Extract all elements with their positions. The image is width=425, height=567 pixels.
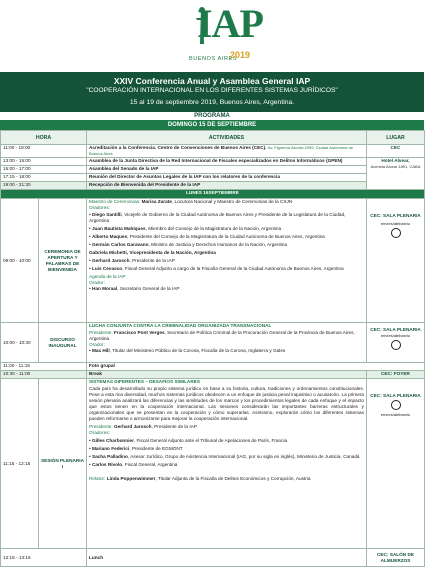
- table-row: [1, 166, 425, 174]
- activity-cell: Asamblea del Senado de la IAP: [87, 166, 367, 174]
- header-lugar: LUGAR: [367, 131, 425, 145]
- time-cell: 11:00 - 11:15: [1, 363, 87, 371]
- table-header-row: [1, 131, 425, 145]
- activity-cell: SISTEMAS DIFERENTES – DESAFÍOS SIMILARES Cada país ha desarrollado su propio sistema jurídico en base a su historia, cultura, tradiciones y ordenamientos constitucionales. Pese a esta rica diversidad, muchos sistemas jurídicos obedecen a un enfoque de justicia penal inquisitivo o acusatorio. La primera sesión plenaria analizará las diferencias y las similitudes de los marcos y los procedimientos legales de cada enfoque y el impacto que estos tienen en la cooperación internacional. Las sesiones considerarán las importantes barreras estructurales y organizacionales que se presentan en la cooperación y cómo superarlas. Asimismo, explorarán cómo los diferentes sistemas pueden reformarse o armonizarse para mejorar la cooperación internacional. Presidente: Gerhard Jarosch, Presidente de la IAP Oradores: • Gilles Charbonnier, Fiscal General Adjunto ante el Tribunal de Apelaciones de París, Francia • Mariano Federici, Presidente de EGMONT • Sacha Palladino, Asesor Jurídico, Grupo de Asistencia Internacional (IAG, por su sigla en inglés), Ministerio de Justicia, Canadá • Carlos Rivolo, Fiscal General, Argentina Relator: Linda Poppenwimmer, Titular Adjunta de la Fiscalía de Delitos Económicos y Corrupción, Austria: [87, 379, 367, 549]
- time-cell: 13:00 - 15:00: [1, 158, 87, 166]
- activity-cell: Asamblea de la Junta Directiva de la Red Internacional de Fiscales especializados en Delitos Informáticos (GPEN): [87, 158, 367, 166]
- session-title: DISCURSO INAUGURAL: [39, 323, 87, 363]
- table-row: [1, 379, 425, 549]
- time-cell: 12:15 - 13:15: [1, 549, 87, 567]
- time-cell: 09:00 - 10:00: [1, 199, 39, 323]
- table-row: [1, 182, 425, 190]
- table-row: [1, 363, 425, 371]
- activity-cell: Lunch: [87, 549, 367, 567]
- headphones-icon: [391, 400, 401, 410]
- header-actividades: ACTIVIDADES: [87, 131, 367, 145]
- conference-banner: [0, 72, 424, 112]
- program-label: PROGRAMA: [194, 113, 230, 119]
- activity-cell: Reunión del Director de Asuntos Legales de la IAP con los relatores de la conferencia: [87, 174, 367, 182]
- activity-cell: LUCHA CONJUNTA CONTRA LA CRIMINALIDAD ORGANIZADA TRANSNACIONAL Presidente: Francisco Pont Verges, Secretario de Política Criminal de la Procuración General de la Provincia de Buenos Aires, Argentina Orador: • Max Hill, Titular del Ministerio Público de la Corona, Fiscalía de la Corona, Inglaterra y Gales: [87, 323, 367, 363]
- session-title: SESIÓN PLENARIA I: [39, 379, 87, 549]
- place-cell: Hotel Alvear, Avenida Alvear 1891, CABA: [367, 158, 425, 190]
- place-cell: CEC: SALA PLENARIA envíes/atribarviu: [367, 199, 425, 323]
- conference-dates: 15 al 19 de septiembre 2019, Buenos Aires, Argentina.: [129, 99, 295, 106]
- conference-title: XXIV Conferencia Anual y Asamblea General IAP: [113, 76, 311, 86]
- time-cell: 19:00 - 21:30: [1, 182, 87, 190]
- place-cell: CEC: SALÓN DE ALMUERZOS: [367, 549, 425, 567]
- day-sunday-header: DOMINGO 15 DE SEPTIEMBRE: [0, 120, 424, 130]
- day-monday-header: LUNES 16SEPTIEMBRE: [1, 190, 425, 199]
- logo-title: IAP: [197, 1, 263, 46]
- place-cell: CEC: FOYER: [367, 371, 425, 379]
- headphones-icon: [391, 228, 401, 238]
- session-title: CEREMONIA DE APERTURA Y PALABRAS DE BIENVENIDA: [39, 199, 87, 323]
- table-row: [1, 199, 425, 323]
- logo-year: 2019: [230, 50, 251, 60]
- activity-cell: Foto grupal: [87, 363, 425, 371]
- time-cell: 15:00 - 17:00: [1, 166, 87, 174]
- activity-cell: Break: [87, 371, 367, 379]
- activity-cell: Acreditación a la Conferencia. Centro de Convenciones de Buenos Aires (CEC). Av. Figueroa Alcorta 2099, Ciudad Autónoma de Buenos Aires: [87, 145, 367, 158]
- place-cell: CEC: SALA PLENARIA envíes/atribarviu: [367, 379, 425, 549]
- activity-cell: Recepción de Bienvenida del Presidente de la IAP: [87, 182, 367, 190]
- program-table: [0, 130, 425, 567]
- headphones-icon: [391, 340, 401, 350]
- time-cell: 17:15 - 18:00: [1, 174, 87, 182]
- table-row: [1, 145, 425, 158]
- place-cell: CEC: [367, 145, 425, 158]
- iap-logo: [0, 0, 424, 72]
- time-cell: 10:30 - 11:00: [1, 371, 87, 379]
- table-row: [1, 158, 425, 166]
- place-cell: CEC: SALA PLENARIA envíes/atribarviu: [367, 323, 425, 363]
- time-cell: 11:00 - 18:00: [1, 145, 87, 158]
- day-monday-row: [1, 190, 425, 199]
- conference-subtitle: "COOPERACIÓN INTERNACIONAL EN LOS DIFERENTES SISTEMAS JURÍDICOS": [86, 87, 338, 94]
- table-row: [1, 323, 425, 363]
- table-row: [1, 549, 425, 567]
- table-row: [1, 174, 425, 182]
- activity-cell: Maestro de Ceremonias: Marisa Zarate, Locutora Nacional y Maestro de Ceremonias de la CSJN Oradores: • Diego Santilli, Vicejefe de Gobierno de la Ciudad Autónoma de Buenos Aires y Presidente de la Legislatura de la Ciudad, Argentina • Juan Bautista Mahiques, Miembro del Consejo de la Magistratura de la Nación, Argentina • Alberto Maques, Presidente del Consejo de la Magistratura de la Ciudad Autónoma de Buenos Aires, Argentina • Germán Carlos Garavano, Ministro de Justicia y Derechos Humanos de la Nación, Argentina Gabriela Michetti, Vicepresidenta de la Nación, Argentina • Gerhard Jarosch, Presidente de la IAP • Luis Cevasco, Fiscal General Adjunto a cargo de la Fiscalía General de la Ciudad Autónoma de Buenos Aires, Argentina Agenda de la IAP Orador: • Han Moraal, Secretario General de la IAP: [87, 199, 367, 323]
- time-cell: 10:00 - 10:30: [1, 323, 39, 363]
- table-row: [1, 371, 425, 379]
- logo-city: BUENOS AIRES: [189, 56, 238, 62]
- header-hora: HORA: [1, 131, 87, 145]
- time-cell: 11:15 - 12:15: [1, 379, 39, 549]
